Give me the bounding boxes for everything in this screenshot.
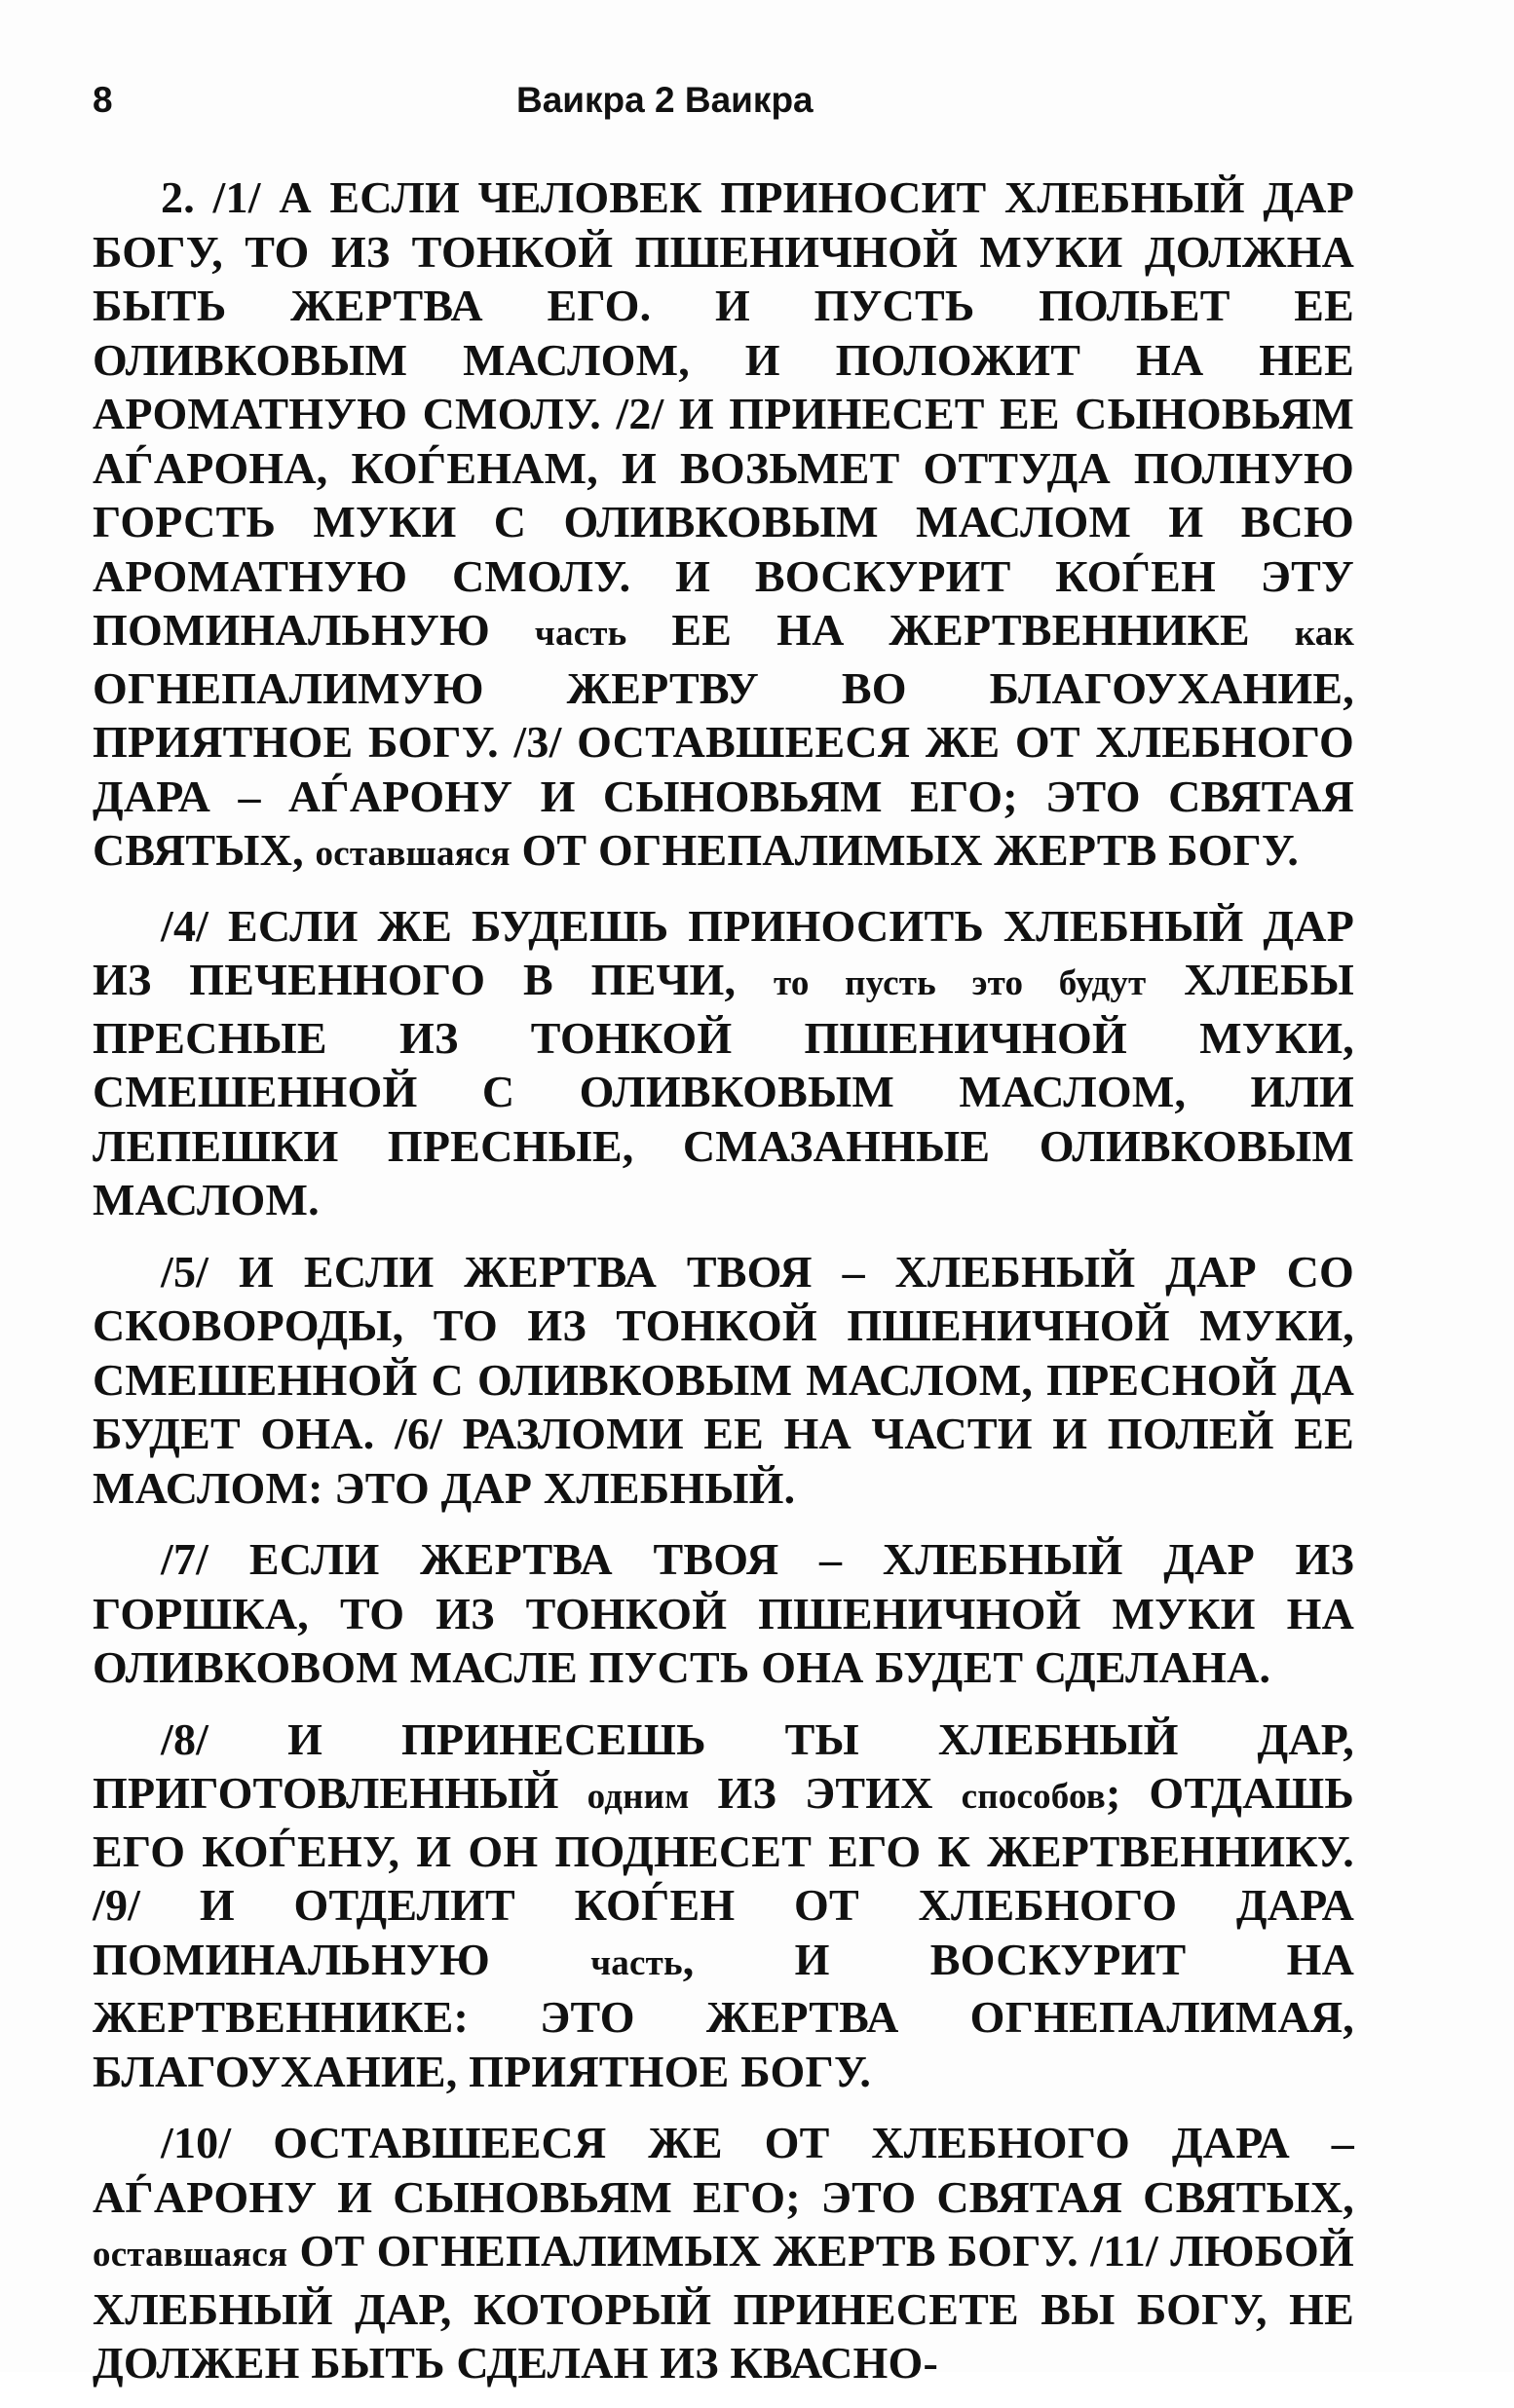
text-segment: ОТ ОГНЕПАЛИМЫХ ЖЕРТВ БОГУ. /11/ ЛЮБОЙ ХЛЕБНЫЙ ДАР, КОТОРЫЙ ПРИНЕСЕТЕ ВЫ БОГУ, НЕ ДОЛЖЕН БЫТЬ СДЕЛАН ИЗ КВАСНО- xyxy=(93,2226,1354,2388)
text-segment: /7/ ЕСЛИ ЖЕРТВА ТВОЯ – ХЛЕБНЫЙ ДАР ИЗ ГОРШКА, ТО ИЗ ТОНКОЙ ПШЕНИЧНОЙ МУКИ НА ОЛИВКОВОМ МАСЛЕ ПУСТЬ ОНА БУДЕТ СДЕЛАНА. xyxy=(93,1534,1354,1692)
text-segment: ХЛЕБЫ ПРЕСНЫЕ ИЗ ТОНКОЙ ПШЕНИЧНОЙ МУКИ, СМЕШЕННОЙ С ОЛИВКОВЫМ МАСЛОМ, ИЛИ ЛЕПЕШКИ ПРЕСНЫЕ, СМАЗАННЫЕ ОЛИВКОВЫМ МАСЛОМ. xyxy=(93,955,1354,1224)
running-title: Ваикра 2 Ваикра xyxy=(516,80,814,120)
body-text xyxy=(93,170,1354,2408)
text-segment: ИЗ ЭТИХ xyxy=(689,1768,962,1818)
text-segment: /5/ И ЕСЛИ ЖЕРТВА ТВОЯ – ХЛЕБНЫЙ ДАР СО СКОВОРОДЫ, ТО ИЗ ТОНКОЙ ПШЕНИЧНОЙ МУКИ, СМЕШЕННОЙ С ОЛИВКОВЫМ МАСЛОМ, ПРЕСНОЙ ДА БУДЕТ ОНА. /6/ РАЗЛОМИ ЕЕ НА ЧАСТИ И ПОЛЕЙ ЕЕ МАСЛОМ: ЭТО ДАР ХЛЕБНЫЙ. xyxy=(93,1246,1354,1513)
paragraph xyxy=(93,2116,1354,2390)
page-number: 8 xyxy=(93,80,113,120)
lowercase-insertion: одним xyxy=(587,1777,690,1817)
paragraph xyxy=(93,899,1354,1227)
text-segment: /10/ ОСТАВШЕЕСЯ ЖЕ ОТ ХЛЕБНОГО ДАРА – АЃАРОНУ И СЫНОВЬЯМ ЕГО; ЭТО СВЯТАЯ СВЯТЫХ, xyxy=(93,2118,1354,2222)
text-segment: /8/ И ПРИНЕСЕШЬ ТЫ ХЛЕБНЫЙ ДАР, ПРИГОТОВЛЕННЫЙ xyxy=(93,1713,1354,1818)
text-segment: ; ОТДАШЬ ЕГО КОЃЕНУ, И ОН ПОДНЕСЕТ ЕГО К ЖЕРТВЕННИКУ. /9/ И ОТДЕЛИТ КОЃЕН ОТ ХЛЕБНОГО ДАРА ПОМИНАЛЬНУЮ xyxy=(93,1768,1354,1984)
paragraph xyxy=(93,170,1354,882)
text-segment: ОТ ОГНЕПАЛИМЫХ ЖЕРТВ БОГУ. xyxy=(510,825,1300,875)
lowercase-insertion: часть xyxy=(534,614,627,654)
paragraph xyxy=(93,1245,1354,1516)
text-segment: 2. /1/ А ЕСЛИ ЧЕЛОВЕК ПРИНОСИТ ХЛЕБНЫЙ ДАР БОГУ, ТО ИЗ ТОНКОЙ ПШЕНИЧНОЙ МУКИ ДОЛЖНА БЫТЬ ЖЕРТВА ЕГО. И ПУСТЬ ПОЛЬЕТ ЕЕ ОЛИВКОВЫМ МАСЛОМ, И ПОЛОЖИТ НА НЕЕ АРОМАТНУЮ СМОЛУ. /2/ И ПРИНЕСЕТ ЕЕ СЫНОВЬЯМ АЃАРОНА, КОЃЕНАМ, И ВОЗЬМЕТ ОТТУДА ПОЛНУЮ ГОРСТЬ МУКИ С ОЛИВКОВЫМ МАСЛОМ И ВСЮ АРОМАТНУЮ СМОЛУ. И ВОСКУРИТ КОЃЕН ЭТУ ПОМИНАЛЬНУЮ xyxy=(93,172,1354,655)
lowercase-insertion: как xyxy=(1294,614,1354,654)
lowercase-insertion: часть xyxy=(590,1942,683,1983)
lowercase-insertion: оставшаяся xyxy=(315,834,511,874)
page-header xyxy=(93,80,1359,138)
text-segment: ЕЕ НА ЖЕРТВЕННИКЕ xyxy=(626,605,1295,655)
text-segment: ОГНЕПАЛИМУЮ ЖЕРТВУ ВО БЛАГОУХАНИЕ, ПРИЯТНОЕ БОГУ. /3/ ОСТАВШЕЕСЯ ЖЕ ОТ ХЛЕБНОГО ДАРА – АЃАРОНУ И СЫНОВЬЯМ ЕГО; ЭТО СВЯТАЯ СВЯТЫХ, xyxy=(93,662,1354,875)
paragraph xyxy=(93,1712,1354,2099)
lowercase-insertion: то пусть это будут xyxy=(773,963,1147,1003)
lowercase-insertion: способов xyxy=(961,1777,1106,1817)
paragraph xyxy=(93,1532,1354,1695)
lowercase-insertion: оставшаяся xyxy=(93,2235,288,2275)
text-segment: /4/ ЕСЛИ ЖЕ БУДЕШЬ ПРИНОСИТЬ ХЛЕБНЫЙ ДАР ИЗ ПЕЧЕННОГО В ПЕЧИ, xyxy=(93,900,1354,1004)
text-segment: , И ВОСКУРИТ НА ЖЕРТВЕННИКЕ: ЭТО ЖЕРТВА ОГНЕПАЛИМАЯ, БЛАГОУХАНИЕ, ПРИЯТНОЕ БОГУ. xyxy=(93,1934,1354,2096)
